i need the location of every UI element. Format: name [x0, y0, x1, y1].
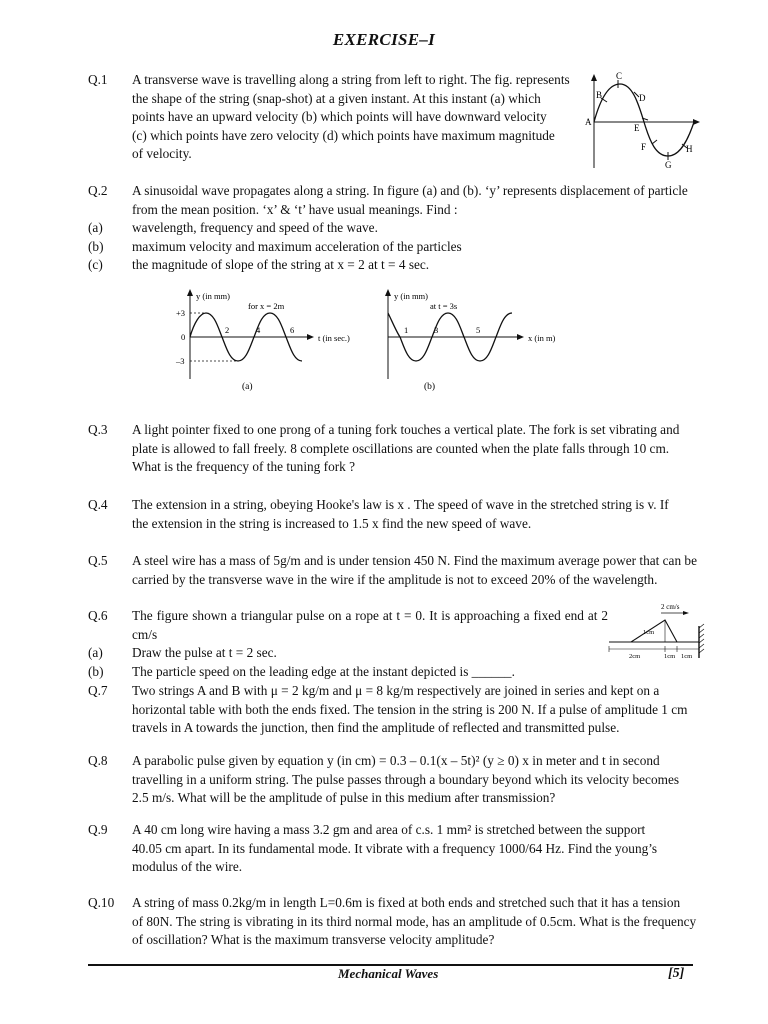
- question-9: [88, 821, 708, 877]
- x-tick-label: 5: [476, 325, 481, 335]
- question-line: 2.5 m/s. What will be the amplitude of pulse in this medium after transmission?: [132, 790, 556, 806]
- page-title: EXERCISE–I: [332, 30, 436, 49]
- part-label: (a): [88, 220, 103, 236]
- question-line: 40.05 cm apart. In its fundamental mode. It vibrate with a frequency 1000/64 Hz. Find the young’s: [132, 840, 658, 856]
- question-line: of oscillation? What is the maximum transverse velocity amplitude?: [132, 932, 495, 948]
- footer-page-number: [5]: [668, 966, 685, 981]
- question-line: points have an upward velocity (b) which points will have downward velocity: [132, 109, 547, 125]
- question-8: [88, 752, 708, 808]
- part-text: the magnitude of slope of the string at x = 2 at t = 4 sec.: [132, 257, 430, 273]
- part-text: wavelength, frequency and speed of the wave.: [132, 220, 378, 236]
- question-line: A string of mass 0.2kg/m in length L=0.6m is fixed at both ends and stretched such that it has a tension: [132, 895, 681, 910]
- displacement-time-graph: [170, 287, 370, 395]
- graph-note: at t = 3s: [430, 301, 458, 311]
- question-line: the shape of the string (snap-shot) at a given instant. At this instant (a) which: [132, 90, 541, 106]
- figure-caption: (b): [424, 382, 436, 392]
- question-line: the extension in the string is increased to 1.5 x find the new speed of wave.: [132, 515, 532, 531]
- footer-chapter-title: Mechanical Waves: [338, 966, 439, 981]
- axis-arrow-icon: [693, 119, 700, 125]
- question-line: from the mean position. ‘x’ & ‘t’ have usual meanings. Find :: [132, 201, 458, 217]
- x-tick-label: 2: [225, 325, 230, 335]
- question-line: A parabolic pulse given by equation y (in cm) = 0.3 – 0.1(x – 5t)² (y ≥ 0) x in meter and t in second: [132, 753, 660, 768]
- point-label: E: [634, 123, 640, 133]
- part-text: maximum velocity and maximum acceleration of the particles: [132, 238, 462, 254]
- point-label: H: [686, 144, 693, 154]
- question-5: [88, 552, 708, 589]
- question-line: What is the frequency of the tuning fork ?: [132, 459, 356, 475]
- point-label: A: [585, 117, 592, 127]
- x-axis-label: t (in sec.): [318, 333, 350, 343]
- question-line: plate is allowed to fall freely. 8 complete oscillations are counted when the plate falls through 10 cm.: [132, 440, 670, 456]
- point-label: F: [641, 142, 647, 152]
- x-tick-label: 3: [434, 325, 439, 335]
- question-line: Two strings A and B with μ = 2 kg/m and μ = 8 kg/m respectively are joined in series and kept on a: [132, 683, 660, 698]
- question-number: Q.9: [88, 822, 108, 837]
- triangular-pulse-figure: [605, 600, 715, 662]
- wall-hatching: [699, 624, 704, 653]
- arrow-icon: [683, 611, 689, 615]
- question-line: A light pointer fixed to one prong of a tuning fork touches a vertical plate. The fork is set vibrating and: [132, 422, 680, 437]
- question-10: [88, 894, 708, 950]
- question-number: Q.3: [88, 422, 108, 437]
- speed-label: 2 cm/s: [661, 603, 680, 611]
- point-label: G: [665, 160, 672, 170]
- question-number: Q.8: [88, 753, 108, 768]
- y-tick-label: +3: [176, 308, 186, 318]
- question-line: A transverse wave is travelling along a string from left to right. The fig. represents: [132, 72, 570, 87]
- x-tick-label: 4: [256, 325, 261, 335]
- dimension-label: 2cm: [629, 653, 641, 660]
- height-label: 1cm: [643, 629, 655, 636]
- x-tick-label: 1: [404, 325, 409, 335]
- question-number: Q.2: [88, 183, 108, 198]
- question-line: The figure shown a triangular pulse on a rope at t = 0. It is approaching a fixed end at 2 cm/s: [132, 608, 608, 642]
- figure-caption: (a): [242, 382, 253, 392]
- displacement-position-graph: [374, 287, 574, 395]
- point-label: B: [596, 90, 603, 100]
- question-7: [88, 682, 708, 738]
- question-line: horizontal table with both the ends fixed. The tension in the string is 200 N. If a pulse of amplitude 1 cm: [132, 701, 688, 717]
- axis-arrow-icon: [187, 289, 193, 296]
- question-line: A 40 cm long wire having a mass 3.2 gm and area of c.s. 1 mm² is stretched between the support: [132, 822, 646, 837]
- question-number: Q.10: [88, 895, 115, 910]
- y-tick-label: –3: [176, 356, 185, 366]
- question-4: [88, 496, 708, 533]
- question-line: modulus of the wire.: [132, 859, 243, 875]
- question-line: (c) which points have zero velocity (d) which points have maximum magnitude: [132, 127, 555, 143]
- part-label: (c): [88, 257, 103, 273]
- question-number: Q.7: [88, 683, 108, 698]
- question-line: The extension in a string, obeying Hooke's law is x . The speed of wave in the stretched string is v. If: [132, 497, 669, 512]
- question-3: [88, 421, 708, 477]
- axis-arrow-icon: [307, 334, 314, 340]
- question-line: travelling in a uniform string. The pulse passes through a boundary beyond which its velocity becomes: [132, 771, 680, 787]
- part-label: (b): [88, 663, 104, 679]
- y-axis-label: y (in mm): [196, 291, 230, 301]
- y-axis-label: y (in mm): [394, 291, 428, 301]
- question-line: carried by the transverse wave in the wire if the amplitude is not to exceed 20% of the wavelength.: [132, 571, 658, 587]
- question-number: Q.4: [88, 497, 108, 512]
- dimension-label: 1cm: [664, 653, 676, 660]
- question-2: [88, 182, 708, 275]
- question-number: Q.6: [88, 608, 108, 623]
- y-tick-label: 0: [181, 332, 186, 342]
- dimension-label: 1cm: [681, 653, 693, 660]
- question-line: of velocity.: [132, 146, 192, 162]
- axis-arrow-icon: [385, 289, 391, 296]
- x-axis-label: x (in m): [528, 333, 556, 343]
- question-6: [88, 607, 608, 681]
- question-number: Q.5: [88, 553, 108, 568]
- question-number: Q.1: [88, 72, 108, 87]
- question-1: [88, 71, 576, 164]
- axis-arrow-icon: [591, 74, 597, 81]
- question-line: of 80N. The string is vibrating in its third normal mode, has an amplitude of 0.5cm. What is the frequency: [132, 913, 697, 929]
- question-line: travels in A towards the junction, then find the amplitude of reflected and transmitted pulse.: [132, 720, 620, 736]
- part-label: (b): [88, 238, 104, 254]
- part-label: (a): [88, 645, 103, 661]
- x-tick-label: 6: [290, 325, 295, 335]
- snapshot-wave-figure: [582, 70, 704, 172]
- graph-note: for x = 2m: [248, 301, 285, 311]
- part-text: Draw the pulse at t = 2 sec.: [132, 645, 277, 661]
- question-line: A steel wire has a mass of 5g/m and is under tension 450 N. Find the maximum average power that can be: [132, 553, 697, 568]
- question-line: A sinusoidal wave propagates along a string. In figure (a) and (b). ‘y’ represents displacement of particle: [132, 183, 688, 198]
- point-label: D: [639, 93, 646, 103]
- point-label: C: [616, 71, 623, 81]
- part-text: The particle speed on the leading edge at the instant depicted is ______.: [132, 663, 515, 679]
- axis-arrow-icon: [517, 334, 524, 340]
